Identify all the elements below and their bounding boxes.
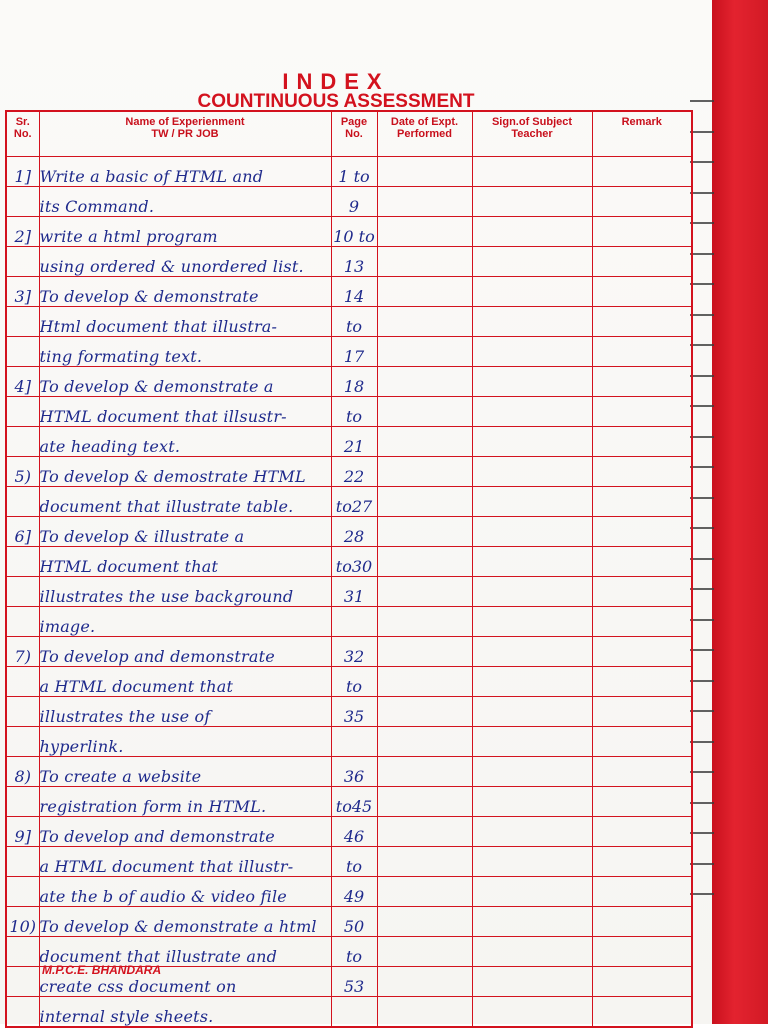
experiment-name-cell: HTML document that illsustr- <box>39 397 331 427</box>
experiment-name-cell: using ordered & unordered list. <box>39 247 331 277</box>
teacher-sign-cell <box>472 817 592 847</box>
experiment-name-cell: To develop & demonstrate a html <box>39 907 331 937</box>
sr-no-cell <box>6 847 39 877</box>
table-row <box>6 577 692 607</box>
page-no-cell <box>331 607 377 637</box>
date-cell <box>377 907 472 937</box>
table-row <box>6 877 692 907</box>
sr-no-cell: 5) <box>6 457 39 487</box>
teacher-sign-cell <box>472 157 592 187</box>
date-cell <box>377 697 472 727</box>
remark-cell <box>592 757 692 787</box>
date-cell <box>377 247 472 277</box>
remark-cell <box>592 487 692 517</box>
edge-line <box>690 619 714 621</box>
teacher-sign-cell <box>472 967 592 997</box>
sr-no-cell <box>6 967 39 997</box>
teacher-sign-cell <box>472 667 592 697</box>
page-no-cell: 9 <box>331 187 377 217</box>
teacher-sign-cell <box>472 847 592 877</box>
remark-cell <box>592 517 692 547</box>
college-footer: M.P.C.E. BHANDARA <box>42 963 162 977</box>
edge-line <box>690 375 714 377</box>
page-no-cell: 18 <box>331 367 377 397</box>
date-cell <box>377 937 472 967</box>
sr-no-cell <box>6 727 39 757</box>
experiment-name-cell: image. <box>39 607 331 637</box>
table-row <box>6 727 692 757</box>
table-row <box>6 187 692 217</box>
edge-line <box>690 710 714 712</box>
experiment-name-cell: HTML document that <box>39 547 331 577</box>
page-no-cell: 1 to <box>331 157 377 187</box>
date-cell <box>377 667 472 697</box>
edge-line <box>690 558 714 560</box>
col-header-teacher-sign: Sign.of Subject Teacher <box>472 111 592 157</box>
teacher-sign-cell <box>472 937 592 967</box>
teacher-sign-cell <box>472 367 592 397</box>
experiment-name-cell: hyperlink. <box>39 727 331 757</box>
table-row <box>6 217 692 247</box>
remark-cell <box>592 187 692 217</box>
page-no-cell: to <box>331 667 377 697</box>
experiment-name-cell: a HTML document that illustr- <box>39 847 331 877</box>
experiment-name-cell: Html document that illustra- <box>39 307 331 337</box>
experiment-name-cell: To develop & demonstrate a <box>39 367 331 397</box>
page-no-cell: 22 <box>331 457 377 487</box>
edge-line <box>690 741 714 743</box>
index-title: INDEX <box>282 69 390 94</box>
teacher-sign-cell <box>472 757 592 787</box>
experiment-name-cell: To develop and demonstrate <box>39 637 331 667</box>
index-table <box>5 110 693 1028</box>
edge-line <box>690 405 714 407</box>
remark-cell <box>592 337 692 367</box>
table-row <box>6 397 692 427</box>
date-cell <box>377 997 472 1028</box>
teacher-sign-cell <box>472 637 592 667</box>
edge-line <box>690 161 714 163</box>
experiment-name-cell: To develop & demonstrate <box>39 277 331 307</box>
table-row <box>6 607 692 637</box>
table-row <box>6 427 692 457</box>
experiment-name-cell: Write a basic of HTML and <box>39 157 331 187</box>
teacher-sign-cell <box>472 337 592 367</box>
teacher-sign-cell <box>472 577 592 607</box>
date-cell <box>377 187 472 217</box>
page-no-cell: 21 <box>331 427 377 457</box>
experiment-name-cell: a HTML document that <box>39 667 331 697</box>
page-edge-lines <box>690 100 714 920</box>
experiment-name-cell: To develop and demonstrate <box>39 817 331 847</box>
remark-cell <box>592 877 692 907</box>
edge-line <box>690 466 714 468</box>
sr-no-cell <box>6 427 39 457</box>
page-no-cell: to <box>331 397 377 427</box>
table-header-row <box>6 111 692 157</box>
table-row <box>6 157 692 187</box>
remark-cell <box>592 997 692 1028</box>
teacher-sign-cell <box>472 457 592 487</box>
teacher-sign-cell <box>472 697 592 727</box>
remark-cell <box>592 157 692 187</box>
page-no-cell: to <box>331 937 377 967</box>
edge-line <box>690 131 714 133</box>
table-row <box>6 817 692 847</box>
page-no-cell: 13 <box>331 247 377 277</box>
sr-no-cell: 2] <box>6 217 39 247</box>
table-row <box>6 277 692 307</box>
table-row <box>6 457 692 487</box>
remark-cell <box>592 577 692 607</box>
sr-no-cell <box>6 697 39 727</box>
date-cell <box>377 517 472 547</box>
sr-no-cell <box>6 787 39 817</box>
edge-line <box>690 527 714 529</box>
experiment-name-cell: ate the b of audio & video file <box>39 877 331 907</box>
experiment-name-cell: To develop & illustrate a <box>39 517 331 547</box>
teacher-sign-cell <box>472 547 592 577</box>
date-cell <box>377 397 472 427</box>
date-cell <box>377 277 472 307</box>
date-cell <box>377 367 472 397</box>
remark-cell <box>592 277 692 307</box>
sr-no-cell <box>6 997 39 1028</box>
date-cell <box>377 337 472 367</box>
table-row <box>6 847 692 877</box>
teacher-sign-cell <box>472 187 592 217</box>
page-no-cell: 14 <box>331 277 377 307</box>
edge-line <box>690 436 714 438</box>
date-cell <box>377 817 472 847</box>
edge-line <box>690 680 714 682</box>
col-header-page-no: Page No. <box>331 111 377 157</box>
edge-line <box>690 253 714 255</box>
date-cell <box>377 727 472 757</box>
page-no-cell: 32 <box>331 637 377 667</box>
remark-cell <box>592 427 692 457</box>
remark-cell <box>592 787 692 817</box>
remark-cell <box>592 607 692 637</box>
edge-line <box>690 649 714 651</box>
remark-cell <box>592 547 692 577</box>
edge-line <box>690 283 714 285</box>
sr-no-cell: 9] <box>6 817 39 847</box>
sr-no-cell <box>6 487 39 517</box>
date-cell <box>377 637 472 667</box>
experiment-name-cell: ting formating text. <box>39 337 331 367</box>
page-no-cell: 28 <box>331 517 377 547</box>
date-cell <box>377 607 472 637</box>
teacher-sign-cell <box>472 277 592 307</box>
page-no-cell: 49 <box>331 877 377 907</box>
teacher-sign-cell <box>472 397 592 427</box>
teacher-sign-cell <box>472 427 592 457</box>
experiment-name-cell: its Command. <box>39 187 331 217</box>
teacher-sign-cell <box>472 787 592 817</box>
sr-no-cell <box>6 877 39 907</box>
remark-cell <box>592 247 692 277</box>
experiment-name-cell: To develop & demostrate HTML <box>39 457 331 487</box>
table-row <box>6 367 692 397</box>
remark-cell <box>592 727 692 757</box>
edge-line <box>690 832 714 834</box>
sr-no-cell: 8) <box>6 757 39 787</box>
edge-line <box>690 588 714 590</box>
teacher-sign-cell <box>472 997 592 1028</box>
date-cell <box>377 427 472 457</box>
sr-no-cell: 1] <box>6 157 39 187</box>
remark-cell <box>592 907 692 937</box>
edge-line <box>690 344 714 346</box>
edge-line <box>690 192 714 194</box>
page-no-cell: to <box>331 847 377 877</box>
remark-cell <box>592 937 692 967</box>
edge-line <box>690 100 714 102</box>
page-no-cell <box>331 997 377 1028</box>
date-cell <box>377 547 472 577</box>
sr-no-cell <box>6 247 39 277</box>
page-no-cell: 35 <box>331 697 377 727</box>
date-cell <box>377 157 472 187</box>
remark-cell <box>592 967 692 997</box>
remark-cell <box>592 667 692 697</box>
sr-no-cell <box>6 337 39 367</box>
teacher-sign-cell <box>472 487 592 517</box>
col-header-remark: Remark <box>592 111 692 157</box>
edge-line <box>690 802 714 804</box>
edge-line <box>690 497 714 499</box>
date-cell <box>377 487 472 517</box>
experiment-name-cell: document that illustrate table. <box>39 487 331 517</box>
remark-cell <box>592 397 692 427</box>
date-cell <box>377 877 472 907</box>
teacher-sign-cell <box>472 307 592 337</box>
remark-cell <box>592 847 692 877</box>
experiment-name-cell: internal style sheets. <box>39 997 331 1028</box>
date-cell <box>377 967 472 997</box>
table-row <box>6 937 692 967</box>
col-header-date-performed: Date of Expt. Performed <box>377 111 472 157</box>
table-row <box>6 307 692 337</box>
experiment-name-cell: To create a website <box>39 757 331 787</box>
edge-line <box>690 222 714 224</box>
table-row <box>6 757 692 787</box>
experiment-name-cell: create css document on <box>39 967 331 997</box>
page-no-cell: 46 <box>331 817 377 847</box>
date-cell <box>377 847 472 877</box>
table-row <box>6 547 692 577</box>
page-no-cell: to45 <box>331 787 377 817</box>
sr-no-cell <box>6 307 39 337</box>
remark-cell <box>592 697 692 727</box>
sr-no-cell: 4] <box>6 367 39 397</box>
table-row <box>6 997 692 1028</box>
table-row <box>6 787 692 817</box>
remark-cell <box>592 367 692 397</box>
edge-line <box>690 314 714 316</box>
table-row <box>6 337 692 367</box>
date-cell <box>377 787 472 817</box>
table-row <box>6 637 692 667</box>
page-no-cell: to <box>331 307 377 337</box>
edge-line <box>690 771 714 773</box>
page-no-cell <box>331 727 377 757</box>
edge-line <box>690 893 714 895</box>
table-row <box>6 517 692 547</box>
col-header-sr-no: Sr. No. <box>6 111 39 157</box>
sr-no-cell <box>6 667 39 697</box>
teacher-sign-cell <box>472 217 592 247</box>
table-row <box>6 247 692 277</box>
sr-no-cell: 10) <box>6 907 39 937</box>
remark-cell <box>592 307 692 337</box>
remark-cell <box>592 637 692 667</box>
experiment-name-cell: illustrates the use background <box>39 577 331 607</box>
page-no-cell: 50 <box>331 907 377 937</box>
teacher-sign-cell <box>472 247 592 277</box>
remark-cell <box>592 817 692 847</box>
teacher-sign-cell <box>472 907 592 937</box>
sr-no-cell <box>6 397 39 427</box>
experiment-name-cell: registration form in HTML. <box>39 787 331 817</box>
page-no-cell: to30 <box>331 547 377 577</box>
col-header-experiment-name: Name of Experienment TW / PR JOB <box>39 111 331 157</box>
assessment-subtitle: COUNTINUOUS ASSESSMENT <box>197 91 475 112</box>
experiment-name-cell: ate heading text. <box>39 427 331 457</box>
teacher-sign-cell <box>472 877 592 907</box>
sr-no-cell: 6] <box>6 517 39 547</box>
date-cell <box>377 457 472 487</box>
date-cell <box>377 307 472 337</box>
sr-no-cell <box>6 547 39 577</box>
page-no-cell: 31 <box>331 577 377 607</box>
teacher-sign-cell <box>472 607 592 637</box>
page-no-cell: to27 <box>331 487 377 517</box>
page-no-cell: 10 to <box>331 217 377 247</box>
date-cell <box>377 577 472 607</box>
experiment-name-cell: write a html program <box>39 217 331 247</box>
sr-no-cell <box>6 937 39 967</box>
table-row <box>6 667 692 697</box>
table-row <box>6 487 692 517</box>
table-row <box>6 697 692 727</box>
edge-line <box>690 863 714 865</box>
date-cell <box>377 757 472 787</box>
sr-no-cell <box>6 607 39 637</box>
date-cell <box>377 217 472 247</box>
teacher-sign-cell <box>472 517 592 547</box>
experiment-name-cell: document that illustrate and <box>39 937 331 967</box>
page-no-cell: 36 <box>331 757 377 787</box>
table-row <box>6 907 692 937</box>
remark-cell <box>592 217 692 247</box>
remark-cell <box>592 457 692 487</box>
sr-no-cell <box>6 187 39 217</box>
page-no-cell: 53 <box>331 967 377 997</box>
sr-no-cell: 7) <box>6 637 39 667</box>
sr-no-cell <box>6 577 39 607</box>
red-binder-edge <box>712 0 768 1024</box>
experiment-name-cell: illustrates the use of <box>39 697 331 727</box>
teacher-sign-cell <box>472 727 592 757</box>
page-no-cell: 17 <box>331 337 377 367</box>
sr-no-cell: 3] <box>6 277 39 307</box>
